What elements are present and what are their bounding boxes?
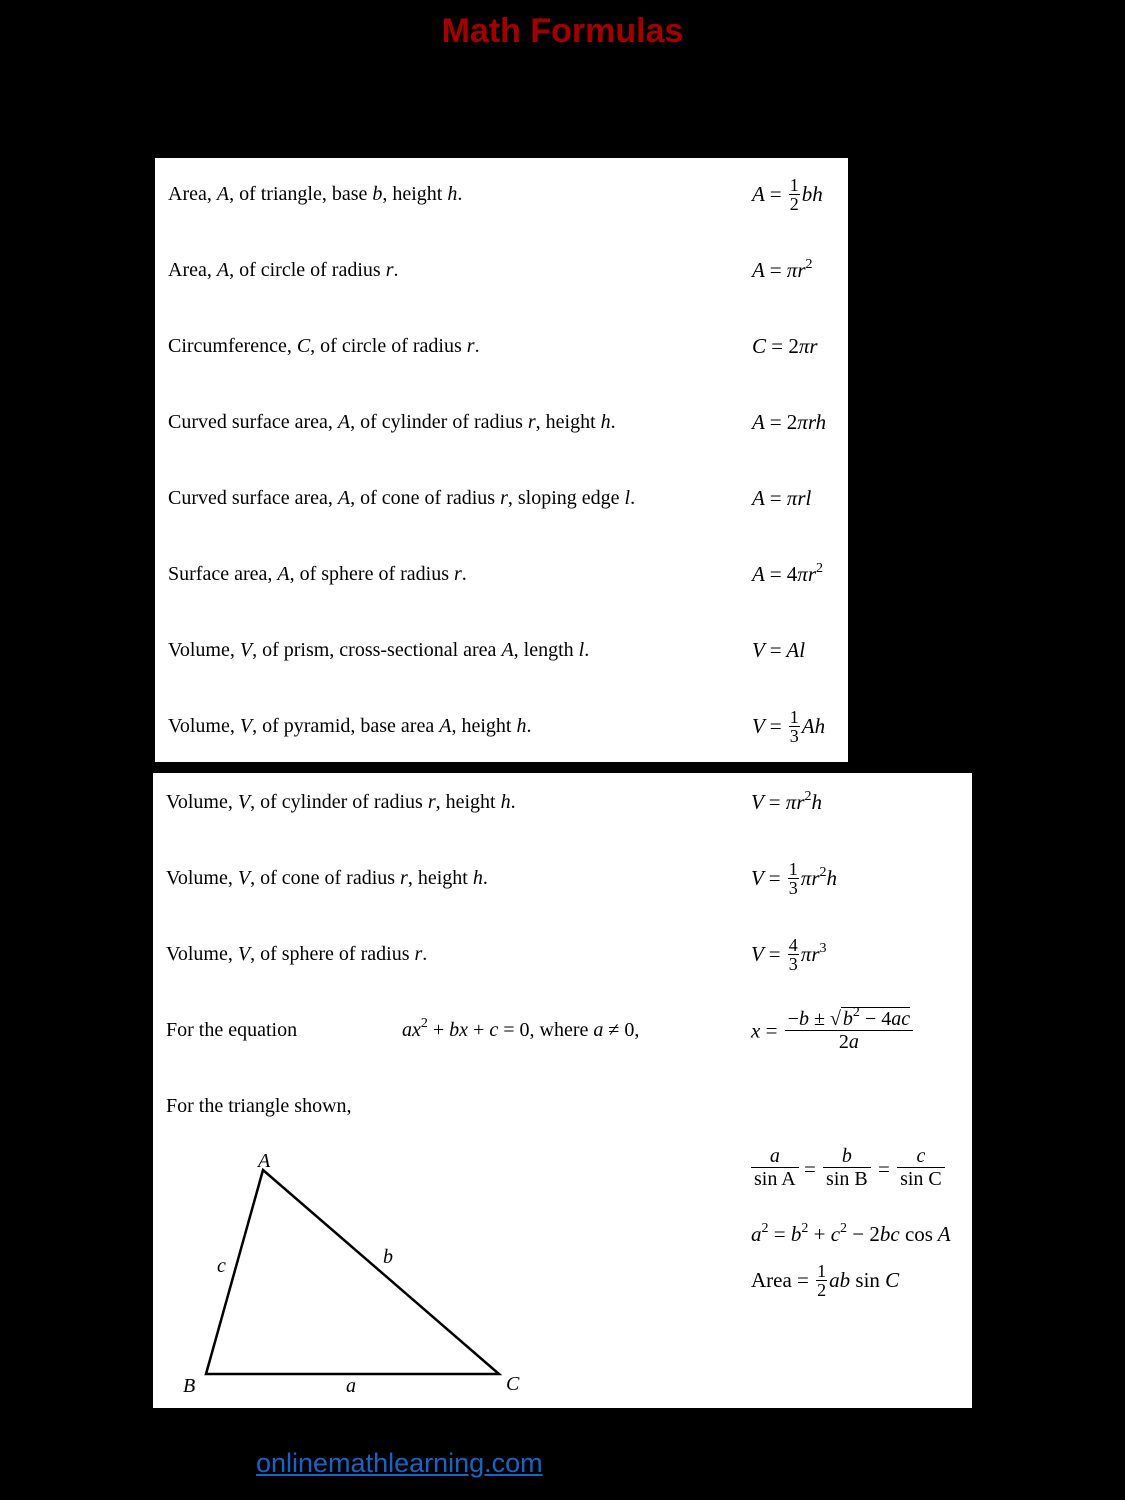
vertex-label-c: C [506, 1373, 520, 1395]
formula-description: Volume, V, of cylinder of radius r, height h. [166, 791, 516, 813]
page-title: Math Formulas [441, 12, 684, 50]
formula-expression: V = $\frac{4}{3}$ $\pi r^3$ [751, 934, 827, 974]
formula-description: Volume, V, of pyramid, base area A, height h. [168, 715, 532, 737]
formula-description: Curved surface area, A, of cylinder of radius r, height h. [168, 411, 616, 433]
vertex-label-a: A [258, 1150, 271, 1172]
triangle-label: For the triangle shown, [166, 1095, 352, 1117]
quadratic-condition: $ax^2$ + bx + c = 0, where a ≠ 0, [402, 1016, 640, 1041]
formula-row-circle-area [155, 250, 848, 290]
formula-row-cylinder-surface [155, 402, 848, 442]
formula-description: Surface area, A, of sphere of radius r. [168, 563, 467, 585]
formula-description: Volume, V, of sphere of radius r. [166, 943, 428, 965]
formula-expression: V = $\frac{1}{3}$ $\pi r^2h$ [751, 858, 837, 898]
formula-panel-2 [153, 773, 972, 1408]
formula-expression: A = πrl [752, 486, 812, 510]
formula-description: Curved surface area, A, of cone of radius r, sloping edge l. [168, 487, 636, 509]
formula-row-prism-volume [155, 630, 848, 670]
formula-row-pyramid-volume [155, 706, 848, 746]
formula-description: Area, A, of triangle, base b, height h. [168, 183, 463, 205]
side-label-a: a [346, 1375, 356, 1397]
sine-rule: $\frac{a}{\text{sin A}}$ = $\frac{b}{\text{sin B}}$ = $\frac{c}{\text{sin C}}$ [751, 1147, 947, 1192]
formula-expression: A = $\frac{1}{2}$ bh [752, 174, 823, 214]
triangle-diagram [153, 773, 972, 1408]
formula-description: Volume, V, of prism, cross-sectional area A, length l. [168, 639, 590, 661]
formula-description: Circumference, C, of circle of radius r. [168, 335, 480, 357]
formula-description: Area, A, of circle of radius r. [168, 259, 399, 281]
formula-expression: A = 2πrh [752, 410, 827, 434]
formula-expression: $A = \pi r^2$ [752, 257, 813, 282]
formula-row-cone-surface [155, 478, 848, 518]
source-link[interactable]: onlinemathlearning.com [256, 1448, 543, 1478]
formula-row-circumference [155, 326, 848, 366]
formula-row-sphere-surface [155, 554, 848, 594]
quadratic-label: For the equation [166, 1019, 298, 1041]
formula-expression: V = Al [752, 638, 806, 662]
formula-expression: $A = 4\pi r^2$ [752, 561, 823, 586]
side-label-b: b [383, 1246, 393, 1268]
side-label-c: c [217, 1255, 226, 1277]
cosine-rule: $a^2 = b^2 + c^2 - 2bc$ cos A [751, 1221, 951, 1246]
vertex-label-b: B [183, 1375, 196, 1397]
formula-panel-1 [155, 158, 848, 762]
formula-row-triangle-area [155, 174, 848, 214]
formula-expression: $V = \pi r^2h$ [751, 789, 822, 814]
formula-description: Volume, V, of cone of radius r, height h. [166, 867, 488, 889]
formula-expression: V = $\frac{1}{3}$ Ah [752, 706, 826, 746]
quadratic-formula: x = $\frac{-b \pm √ b^2 - 4ac}{2a}$ [751, 1010, 915, 1055]
triangle-area-rule: Area = $\frac{1}{2}$ ab sin C [751, 1260, 900, 1300]
formula-expression: C = 2πr [752, 334, 818, 358]
